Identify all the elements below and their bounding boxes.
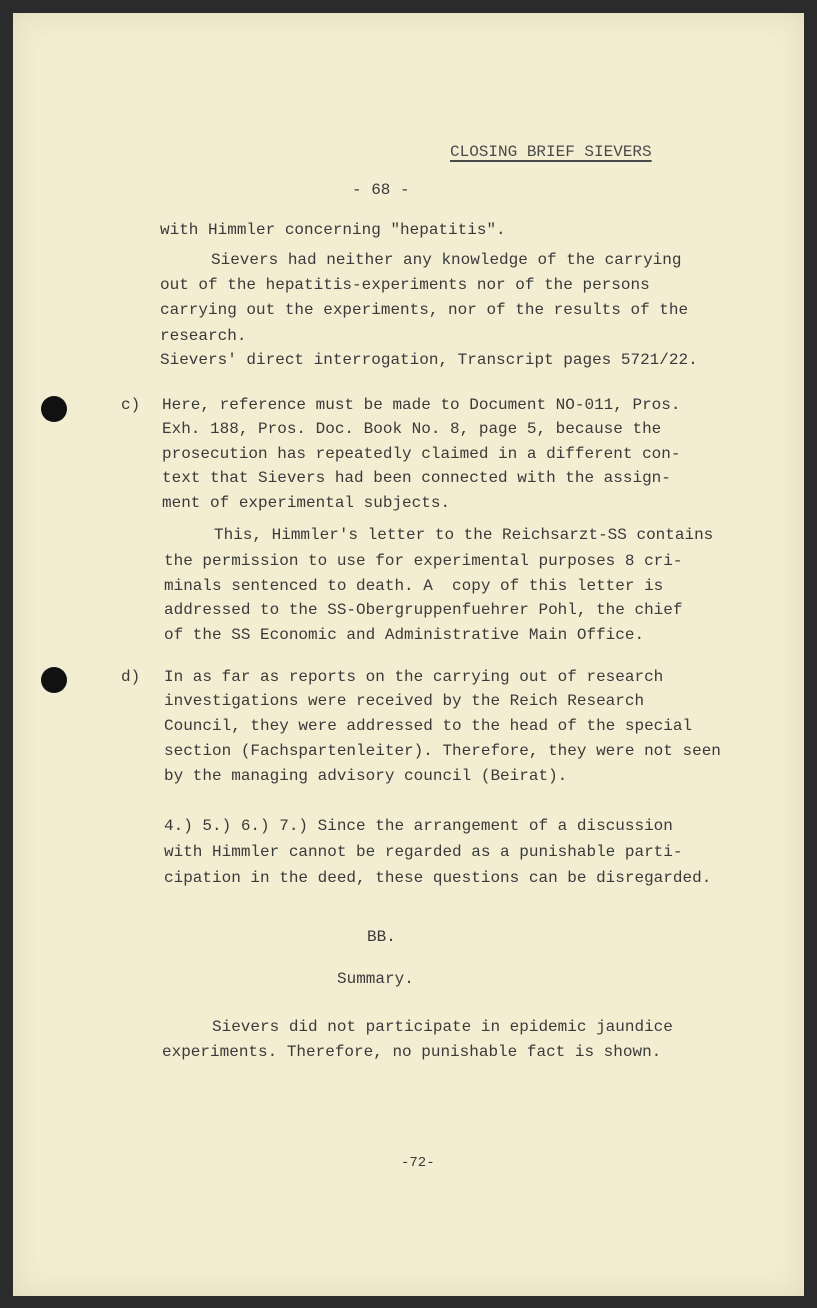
document-page [13,13,804,1296]
text-line: Here, reference must be made to Document NO-011, Pros. [162,396,681,414]
text-line: of the SS Economic and Administrative Main Office. [164,626,645,644]
page-number-bottom: -72- [401,1155,435,1171]
text-line: research. [160,327,247,345]
text-line: In as far as reports on the carrying out of research [164,668,664,686]
page-number-top: - 68 - [352,181,410,199]
text-line: cipation in the deed, these questions can be disregarded. [164,869,712,887]
text-line: the permission to use for experimental purposes 8 cri- [164,552,683,570]
text-line: out of the hepatitis-experiments nor of the persons [160,276,650,294]
document-header: CLOSING BRIEF SIEVERS [450,143,652,161]
text-line: addressed to the SS-Obergruppenfuehrer Pohl, the chief [164,601,683,619]
text-line: 4.) 5.) 6.) 7.) Since the arrangement of a discussion [164,817,673,835]
punch-hole [41,667,67,693]
summary-heading: Summary. [337,970,414,988]
text-line: Sievers did not participate in epidemic jaundice [212,1018,673,1036]
text-line: Sievers' direct interrogation, Transcript pages 5721/22. [160,351,698,369]
text-line: section (Fachspartenleiter). Therefore, they were not seen [164,742,721,760]
text-line: text that Sievers had been connected with the assign- [162,469,671,487]
text-line: prosecution has repeatedly claimed in a different con- [162,445,681,463]
text-line: Exh. 188, Pros. Doc. Book No. 8, page 5, because the [162,420,662,438]
text-line: with Himmler cannot be regarded as a punishable parti- [164,843,683,861]
text-line: with Himmler concerning "hepatitis". [160,221,506,239]
text-line: Sievers had neither any knowledge of the carrying [211,251,682,269]
text-line: Council, they were addressed to the head of the special [164,717,693,735]
text-line: experiments. Therefore, no punishable fact is shown. [162,1043,662,1061]
text-line: minals sentenced to death. A copy of this letter is [164,577,664,595]
text-line: by the managing advisory council (Beirat). [164,767,568,785]
section-bb-heading: BB. [367,928,396,946]
text-line: ment of experimental subjects. [162,494,451,512]
text-line: investigations were received by the Reich Research [164,692,645,710]
section-d-label: d) [121,668,141,686]
text-line: This, Himmler's letter to the Reichsarzt-SS contains [214,526,714,544]
punch-hole [41,396,67,422]
section-c-label: c) [121,396,141,414]
text-line: carrying out the experiments, nor of the results of the [160,301,689,319]
